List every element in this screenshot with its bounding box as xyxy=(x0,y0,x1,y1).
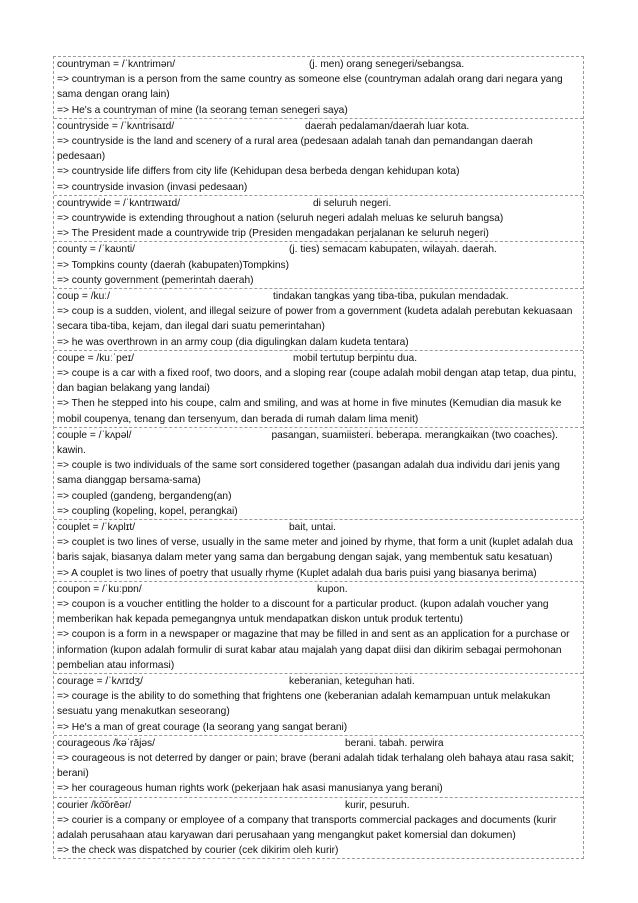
entry-line: => courageous is not deterred by danger or pain; brave (berani adalah tidak terhalang oleh bahaya atau rasa sakit; berani) xyxy=(57,752,575,780)
entry-word: coup = /kuː/ xyxy=(57,290,110,302)
entry-line: => coupon is a voucher entitling the holder to a discount for a particular product. (kupon adalah voucher yang memberikan hak kepada pemegangnya untuk mendapatkan diskon untuk produk tertentu) xyxy=(57,598,549,626)
entry-line: => coupled (gandeng, bergandeng(an) xyxy=(57,490,232,502)
entry-line: => countryside is the land and scenery of a rural area (pedesaan adalah tanah dan pemandangan daerah pedesaan) xyxy=(57,135,533,163)
entry-meaning: (j. men) orang senegeri/sebangsa. xyxy=(309,59,465,70)
entry-line: => countryside life differs from city life (Kehidupan desa berbeda dengan kehidupan kota) xyxy=(57,166,460,178)
entry-line: => countryside invasion (invasi pedesaan) xyxy=(57,181,248,193)
entry-line: => courage is the ability to do something that frightens one (keberanian adalah kemampuan untuk melakukan sesuatu yang menakutkan seseorang) xyxy=(57,691,551,718)
entry-meaning: bait, untai. xyxy=(289,522,337,533)
entry-line: => A couplet is two lines of poetry that usually rhyme (Kuplet adalah dua baris puisi yang biasanya berima) xyxy=(57,567,537,579)
entry-line: => her courageous human rights work (pekerjaan hak asasi manusianya yang berani) xyxy=(57,783,443,795)
entry-word: couplet = /ˈkʌplɪt/ xyxy=(57,522,136,533)
entry-line: => couplet is two lines of verse, usually in the same meter and joined by rhyme, that form a unit (kuplet adalah dua baris sajak, biasanya dalam meter yang sama dan bergabung dengan sajak, yang membentuk satu kesatuan) xyxy=(57,537,573,564)
entry-line: => Tompkins county (daerah (kabupaten)Tompkins) xyxy=(57,259,289,271)
dictionary-entry xyxy=(54,428,583,520)
entry-word: countryman = /ˈkʌntrimən/ xyxy=(57,59,176,70)
entry-line: => countryman is a person from the same country as someone else (countryman adalah orang dari negara yang sama dengan orang lain) xyxy=(57,74,563,101)
entry-header xyxy=(57,520,581,535)
entry-line: => He's a countryman of mine (Ia seorang teman senegeri saya) xyxy=(57,104,348,116)
entry-header xyxy=(57,351,581,366)
dictionary-entry xyxy=(54,674,583,736)
dictionary-entry xyxy=(54,119,583,196)
entry-header xyxy=(57,196,581,211)
entry-line: => couple is two individuals of the same sort considered together (pasangan adalah dua individu dari jenis yang sama dianggap bersama-sama) xyxy=(57,460,560,487)
entry-meaning: kurir, pesuruh. xyxy=(345,799,410,811)
dictionary-entry xyxy=(54,736,583,798)
entry-meaning: mobil tertutup berpintu dua. xyxy=(293,352,418,364)
entry-meaning: (j. ties) semacam kabupaten, wilayah. daerah. xyxy=(289,244,497,256)
entry-header xyxy=(57,289,581,304)
entry-meaning: di seluruh negeri. xyxy=(313,197,392,209)
entry-line: => he was overthrown in an army coup (dia digulingkan dalam kudeta tentara) xyxy=(57,336,409,348)
entry-word: courier /ko͝orēər/ xyxy=(57,799,132,811)
entry-header xyxy=(57,674,581,689)
entry-meaning: daerah pedalaman/daerah luar kota. xyxy=(305,120,470,132)
dictionary-entry xyxy=(54,57,583,119)
entry-line: => He's a man of great courage (Ia seorang yang sangat berani) xyxy=(57,721,348,733)
entry-line: => coup is a sudden, violent, and illegal seizure of power from a government (kudeta adalah perebutan kekuasaan secara tiba-tiba, kejam, dan ilegal dari suatu pemerintahan) xyxy=(57,306,573,333)
entry-line: => courier is a company or employee of a company that transports commercial packages and documents (kurir adalah perusahaan atau karyawan dari perusahaan yang mengangkut paket komersial dan dokumen) xyxy=(57,814,557,841)
entry-header xyxy=(57,736,581,751)
entry-header xyxy=(57,582,581,597)
entry-meaning: pasangan, suamiisteri. beberapa. merangkaikan (two coaches). kawin. xyxy=(57,429,559,456)
dictionary-entry xyxy=(54,351,583,428)
entry-meaning: kupon. xyxy=(317,583,348,595)
entry-word: coupe = /kuːˈpeɪ/ xyxy=(57,352,134,364)
entry-word: countryside = /ˈkʌntrisaɪd/ xyxy=(57,120,175,132)
dictionary-page xyxy=(53,56,584,859)
entry-word: couple = /ˈkʌpəl/ xyxy=(57,429,132,441)
dictionary-entry xyxy=(54,520,583,582)
entry-word: countrywide = /ˈkʌntrɪwaɪd/ xyxy=(57,197,181,209)
entry-word: courage = /ˈkʌrɪdʒ/ xyxy=(57,676,143,687)
entry-line: => county government (pemerintah daerah) xyxy=(57,274,254,286)
entry-header xyxy=(57,119,581,134)
entry-header xyxy=(57,57,581,72)
entry-line: => The President made a countrywide trip (Presiden mengadakan perjalanan ke seluruh negeri) xyxy=(57,228,489,240)
entry-line: => the check was dispatched by courier (cek dikirim oleh kurir) xyxy=(57,845,339,857)
entry-word: coupon = /ˈkuːpɒn/ xyxy=(57,583,142,595)
entry-line: => coupon is a form in a newspaper or magazine that may be filled in and sent as an application for a purchase or information (kupon adalah formulir di surat kabar atau majalah yang dapat diisi dan dikirim sebagai permohonan pembelian atau informasi) xyxy=(57,629,570,671)
entry-meaning: keberanian, keteguhan hati. xyxy=(289,676,415,687)
entry-word: county = /ˈkaʊnti/ xyxy=(57,244,135,256)
entry-header xyxy=(57,242,581,257)
entry-line: => coupling (kopeling, kopel, perangkai) xyxy=(57,505,238,517)
entry-word: courageous /kəˈrājəs/ xyxy=(57,737,155,749)
dictionary-entry xyxy=(54,289,583,351)
entry-line: => countrywide is extending throughout a nation (seluruh negeri adalah meluas ke seluruh bangsa) xyxy=(57,212,504,224)
entry-header xyxy=(57,428,581,458)
dictionary-entry xyxy=(54,196,583,243)
entry-line: => coupe is a car with a fixed roof, two doors, and a sloping rear (coupe adalah mobil dengan atap tetap, dua pintu, dan bagian belakang yang landai) xyxy=(57,367,577,395)
entry-meaning: berani. tabah. perwira xyxy=(345,737,444,749)
entry-header xyxy=(57,798,581,813)
dictionary-entry xyxy=(54,798,583,859)
dictionary-entry xyxy=(54,582,583,674)
entry-meaning: tindakan tangkas yang tiba-tiba, pukulan mendadak. xyxy=(273,290,509,302)
entry-line: => Then he stepped into his coupe, calm and smiling, and was at home in five minutes (Kemudian dia masuk ke mobil coupenya, tenang dan tersenyum, dan berada di rumah dalam lima menit) xyxy=(57,398,562,425)
dictionary-entry xyxy=(54,242,583,289)
